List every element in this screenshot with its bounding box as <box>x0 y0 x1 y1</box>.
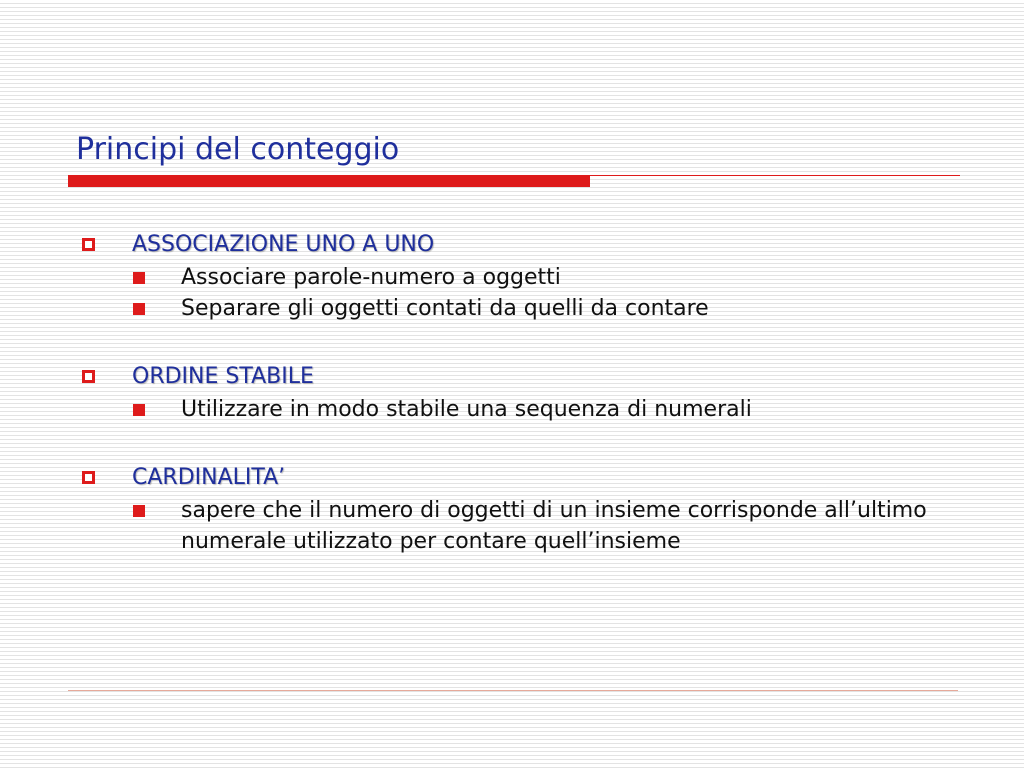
level2-item <box>133 262 962 293</box>
bullet-list <box>82 228 962 593</box>
level2-item <box>133 495 962 557</box>
bullet-text: Associare parole-numero a oggetti <box>181 265 561 290</box>
filled-square-bullet-icon <box>133 404 145 416</box>
bullet-text: Utilizzare in modo stabile una sequenza di numerali <box>181 397 752 422</box>
filled-square-bullet-icon <box>133 272 145 284</box>
level2-item <box>133 394 962 425</box>
section-associazione <box>82 228 962 324</box>
bullet-text: sapere che il numero di oggetti di un insieme corrisponde all’ultimo numerale utilizzato per contare quell’insieme <box>181 498 927 554</box>
hollow-square-bullet-icon <box>82 238 95 251</box>
title-underline-thick <box>68 175 590 187</box>
level1-item <box>82 360 962 394</box>
section-heading: ASSOCIAZIONE UNO A UNO <box>132 232 435 257</box>
bullet-text: Separare gli oggetti contati da quelli da contare <box>181 296 709 321</box>
hollow-square-bullet-icon <box>82 471 95 484</box>
slide-title: Principi del conteggio <box>76 132 400 167</box>
footer-divider <box>68 690 958 691</box>
section-heading: CARDINALITA’ <box>132 465 286 490</box>
level1-item <box>82 461 962 495</box>
section-ordine-stabile <box>82 360 962 425</box>
section-cardinalita <box>82 461 962 557</box>
filled-square-bullet-icon <box>133 505 145 517</box>
filled-square-bullet-icon <box>133 303 145 315</box>
hollow-square-bullet-icon <box>82 370 95 383</box>
title-underline-thin <box>590 175 960 176</box>
level2-item <box>133 293 962 324</box>
level1-item <box>82 228 962 262</box>
section-heading: ORDINE STABILE <box>132 364 314 389</box>
